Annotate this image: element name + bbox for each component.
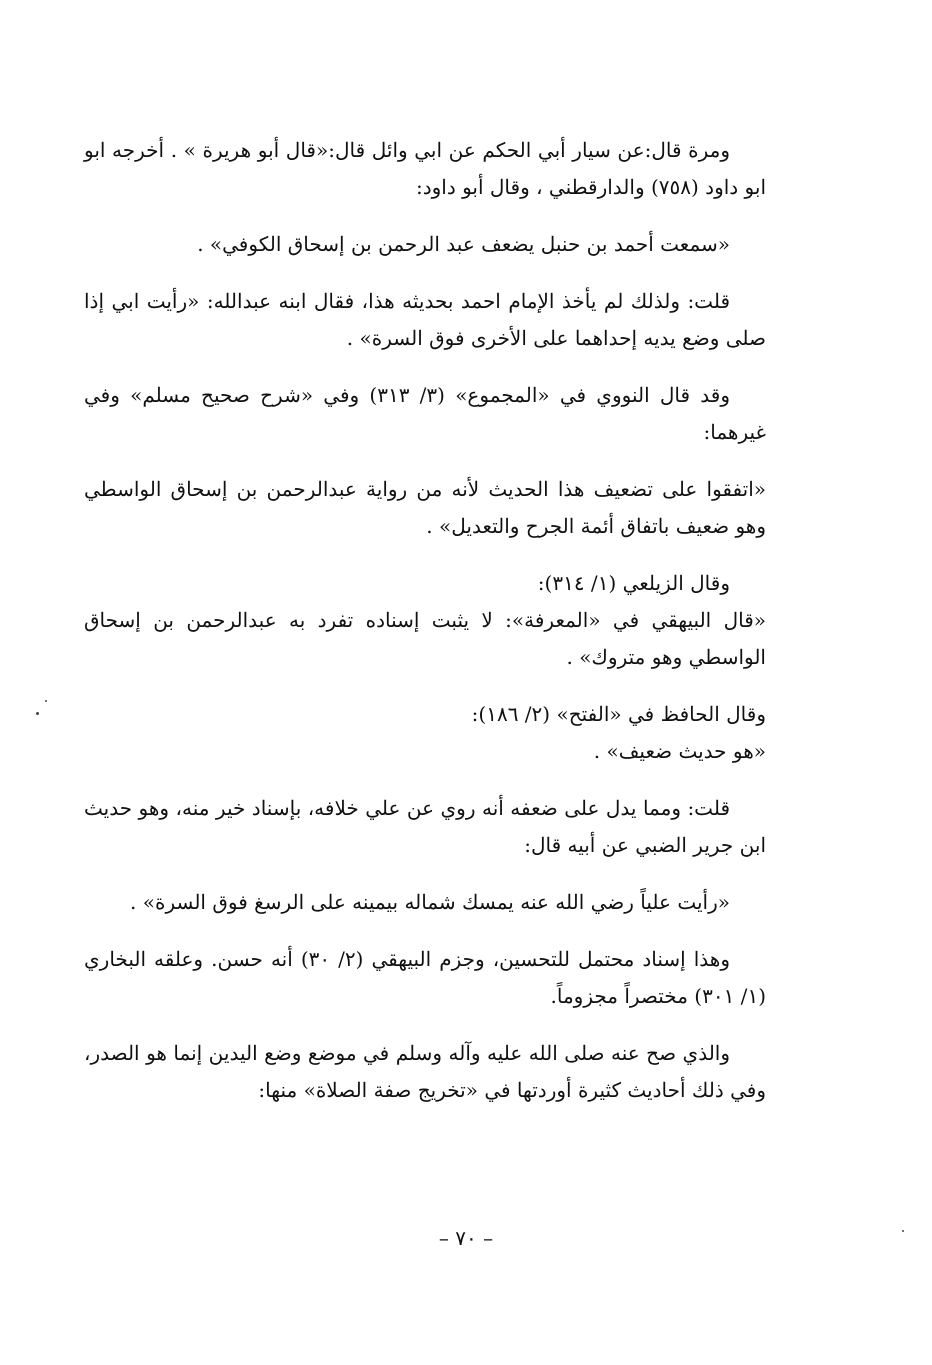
paragraph-10: قلت: ومما يدل على ضعفه أنه روي عن علي خلافه، بإسناد خير منه، وهو حديث ابن جرير الضبي عن أبيه قال:: [84, 796, 766, 857]
paragraph-8: وقال الحافظ في «الفتح» (٢/ ١٨٦):: [471, 702, 766, 726]
paragraph-4: وقد قال النووي في «المجموع» (٣/ ٣١٣) وفي «شرح صحيح مسلم» وفي غيرهما:: [84, 383, 766, 444]
page-number: – ٧٠ –: [438, 1226, 494, 1250]
paragraph-9-quote: «هو حديث ضعيف» .: [593, 739, 766, 763]
paragraph-1: ومرة قال:عن سيار أبي الحكم عن ابي وائل قال:«قال أبو هريرة » . أخرجه ابو ابو داود (٧٥٨) والدارقطني ، وقال أبو داود:: [84, 138, 766, 199]
scan-speck: [902, 1230, 904, 1232]
scan-speck: [36, 712, 39, 715]
paragraph-13: والذي صح عنه صلى الله عليه وآله وسلم في موضع وضع اليدين إنما هو الصدر، وفي ذلك أحاديث كثيرة أوردتها في «تخريج صفة الصلاة» منها:: [84, 1041, 766, 1102]
paragraph-7-quote: «قال البيهقي في «المعرفة»: لا يثبت إسناده تفرد به عبدالرحمن بن إسحاق الواسطي وهو متروك» .: [84, 608, 766, 669]
paragraph-12: وهذا إسناد محتمل للتحسين، وجزم البيهقي (٢/ ٣٠) أنه حسن. وعلقه البخاري (١/ ٣٠١) مختصراً مجزوماً.: [84, 947, 766, 1008]
paragraph-2-quote: «سمعت أحمد بن حنبل يضعف عبد الرحمن بن إسحاق الكوفي» .: [197, 232, 730, 256]
paragraph-6: وقال الزيلعي (١/ ٣١٤):: [537, 571, 730, 595]
scan-speck: [45, 700, 47, 702]
paragraph-11-quote: «رأيت علياً رضي الله عنه يمسك شماله بيمينه على الرسغ فوق السرة» .: [130, 890, 730, 914]
page-body: [84, 132, 766, 1129]
paragraph-3: قلت: ولذلك لم يأخذ الإمام احمد بحديثه هذا، فقال ابنه عبدالله: «رأيت ابي إذا صلى وضع يديه إحداهما على الأخرى فوق السرة» .: [84, 289, 766, 350]
paragraph-5-quote: «اتفقوا على تضعيف هذا الحديث لأنه من رواية عبدالرحمن بن إسحاق الواسطي وهو ضعيف باتفاق أئمة الجرح والتعديل» .: [84, 477, 766, 538]
